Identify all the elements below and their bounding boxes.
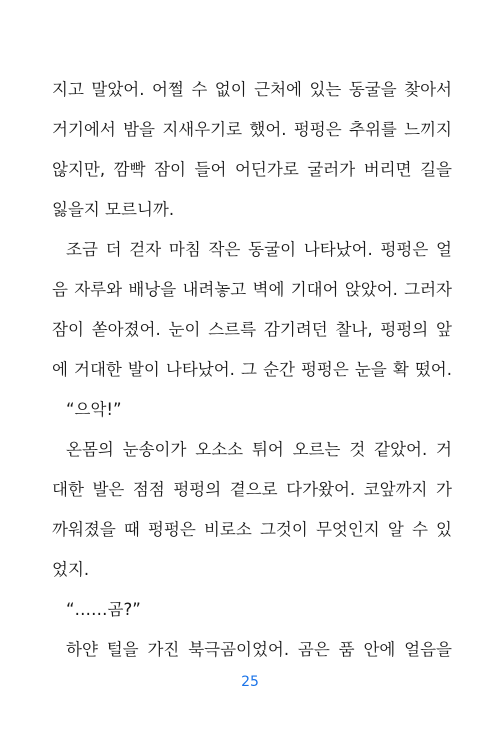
text-line: 대한 발은 점점 펑펑의 곁으로 다가왔어. 코앞까지 가 (52, 480, 452, 499)
text-line: 잃을지 모르니까. (52, 200, 175, 219)
text-line: 지고 말았어. 어쩔 수 없이 근처에 있는 동굴을 찾아서 (52, 80, 452, 99)
text-line: 었지. (52, 560, 90, 579)
text-line: 까워졌을 때 펑펑은 비로소 그것이 무엇인지 알 수 있 (52, 520, 452, 539)
text-line: 조금 더 걷자 마침 작은 동굴이 나타났어. 펑펑은 얼 (66, 240, 452, 259)
text-line: 않지만, 깜빡 잠이 들어 어딘가로 굴러가 버리면 길을 (52, 160, 452, 179)
text-line: 온몸의 눈송이가 오소소 튀어 오르는 것 같았어. 거 (66, 440, 452, 459)
dialogue-line: “으악!” (66, 400, 122, 419)
text-line: 잠이 쏟아졌어. 눈이 스르륵 감기려던 찰나, 펑펑의 앞 (52, 320, 452, 339)
text-line: 거기에서 밤을 지새우기로 했어. 펑펑은 추위를 느끼지 (52, 120, 452, 139)
text-line: 에 거대한 발이 나타났어. 그 순간 펑펑은 눈을 확 떴어. (52, 360, 452, 379)
page-number: 25 (241, 674, 259, 690)
dialogue-line: “……곰?” (66, 600, 141, 619)
text-line: 음 자루와 배낭을 내려놓고 벽에 기대어 앉았어. 그러자 (52, 280, 452, 299)
text-line: 하얀 털을 가진 북극곰이었어. 곰은 품 안에 얼음을 (66, 640, 452, 659)
